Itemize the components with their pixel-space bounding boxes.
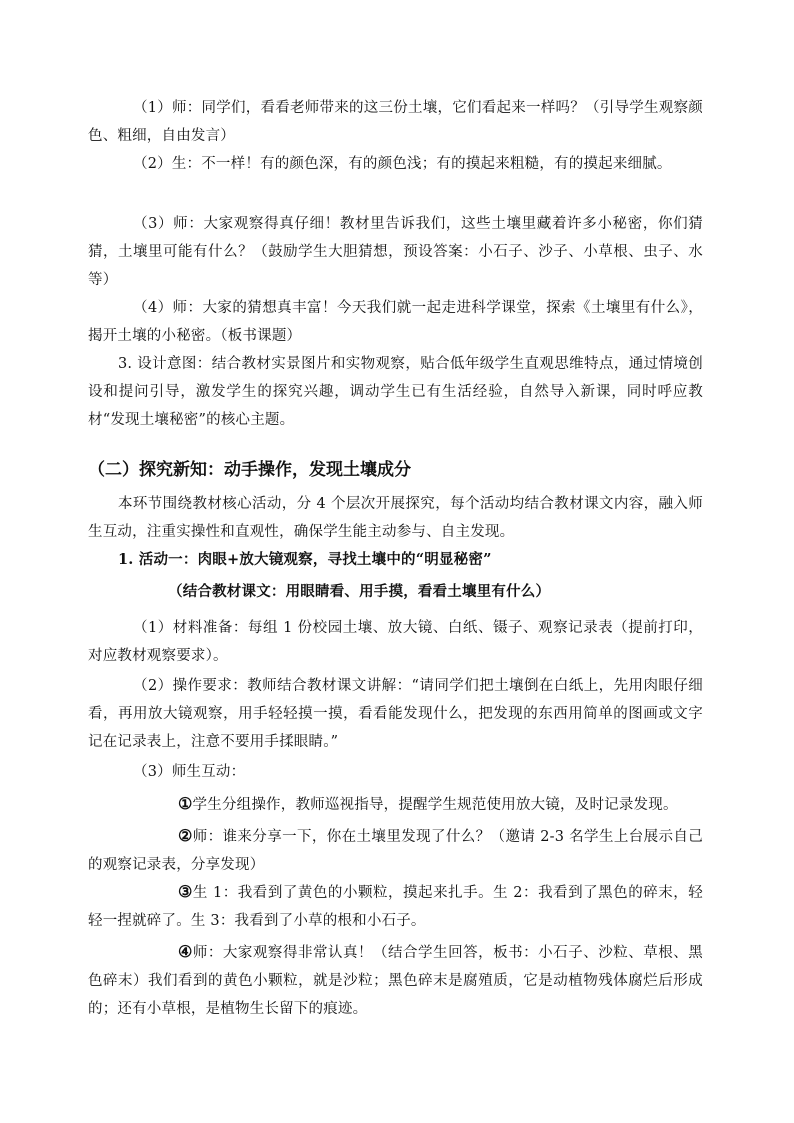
paragraph-teacher-question-3: （3）师：大家观察得真仔细！教材里告诉我们，这些土壤里藏着许多小秘密，你们猜猜，土壤里可能有什么？（鼓励学生大胆猜想，预设答案：小石子、沙子、小草根、虫子、水等）: [88, 216, 703, 288]
section-heading-explore: （二）探究新知：动手操作，发现土壤成分: [88, 460, 411, 480]
interaction-item-3: [88, 878, 703, 935]
interaction-item-2-text: 师：谁来分享一下，你在土壤里发现了什么？（邀请 2-3 名学生上台展示自己的观察记录表，分享发现）: [88, 829, 703, 873]
paragraph-interaction-heading: （3）师生互动：: [133, 764, 246, 780]
paragraph-teacher-question-1: （1）师：同学们，看看老师带来的这三份土壤，它们看起来一样吗？（引导学生观察颜色、粗细，自由发言）: [88, 100, 703, 144]
interaction-item-1-text: 学生分组操作，教师巡视指导，提醒学生规范使用放大镜，及时记录发现。: [192, 797, 678, 813]
interaction-item-2: [88, 822, 703, 879]
circled-number-1: ①: [178, 794, 193, 813]
paragraph-materials: （1）材料准备：每组 1 份校园土壤、放大镜、白纸、镊子、观察记录表（提前打印，对应教材观察要求）。: [88, 620, 703, 664]
interaction-item-3-text: 生 1：我看到了黄色的小颗粒，摸起来扎手。生 2：我看到了黑色的碎末，轻轻一捏就碎了。生 3：我看到了小草的根和小石子。: [88, 885, 703, 929]
interaction-item-1: [88, 790, 703, 819]
circled-number-3: ③: [178, 882, 193, 901]
paragraph-operation-requirements: （2）操作要求：教师结合教材课文讲解：“请同学们把土壤倒在白纸上，先用肉眼仔细看，再用放大镜观察，用手轻轻摸一摸，看看能发现什么，把发现的东西用简单的图画或文字记在记录表上，注意不要用手揉眼睛。”: [88, 678, 703, 750]
activity-one-title: 1. 活动一：肉眼+放大镜观察，寻找土壤中的“明显秘密”: [118, 551, 492, 568]
interaction-item-4: [88, 938, 703, 1023]
activity-one-subtitle: （结合教材课文：用眼睛看、用手摸，看看土壤里有什么）: [168, 583, 551, 600]
paragraph-teacher-intro-4: （4）师：大家的猜想真丰富！今天我们就一起走进科学课堂，探索《土壤里有什么》，揭开土壤的小秘密。（板书课题）: [88, 300, 703, 344]
interaction-item-4-text: 师：大家观察得非常认真！（结合学生回答，板书：小石子、沙粒、草根、黑色碎末）我们看到的黄色小颗粒，就是沙粒；黑色碎末是腐殖质，它是动植物残体腐烂后形成的；还有小草根，是植物生长留下的痕迹。: [88, 945, 703, 1017]
circled-number-2: ②: [178, 826, 193, 845]
circled-number-4: ④: [178, 942, 193, 961]
paragraph-design-intent: 3. 设计意图：结合教材实景图片和实物观察，贴合低年级学生直观思维特点，通过情境创设和提问引导，激发学生的探究兴趣，调动学生已有生活经验，自然导入新课，同时呼应教材“发现土壤秘密”的核心主题。: [88, 356, 703, 428]
paragraph-section-overview: 本环节围绕教材核心活动，分 4 个层次开展探究，每个活动均结合教材课文内容，融入师生互动，注重实操性和直观性，确保学生能主动参与、自主发现。: [88, 496, 703, 540]
paragraph-student-answer-2: （2）生：不一样！有的颜色深，有的颜色浅；有的摸起来粗糙，有的摸起来细腻。: [133, 156, 672, 172]
